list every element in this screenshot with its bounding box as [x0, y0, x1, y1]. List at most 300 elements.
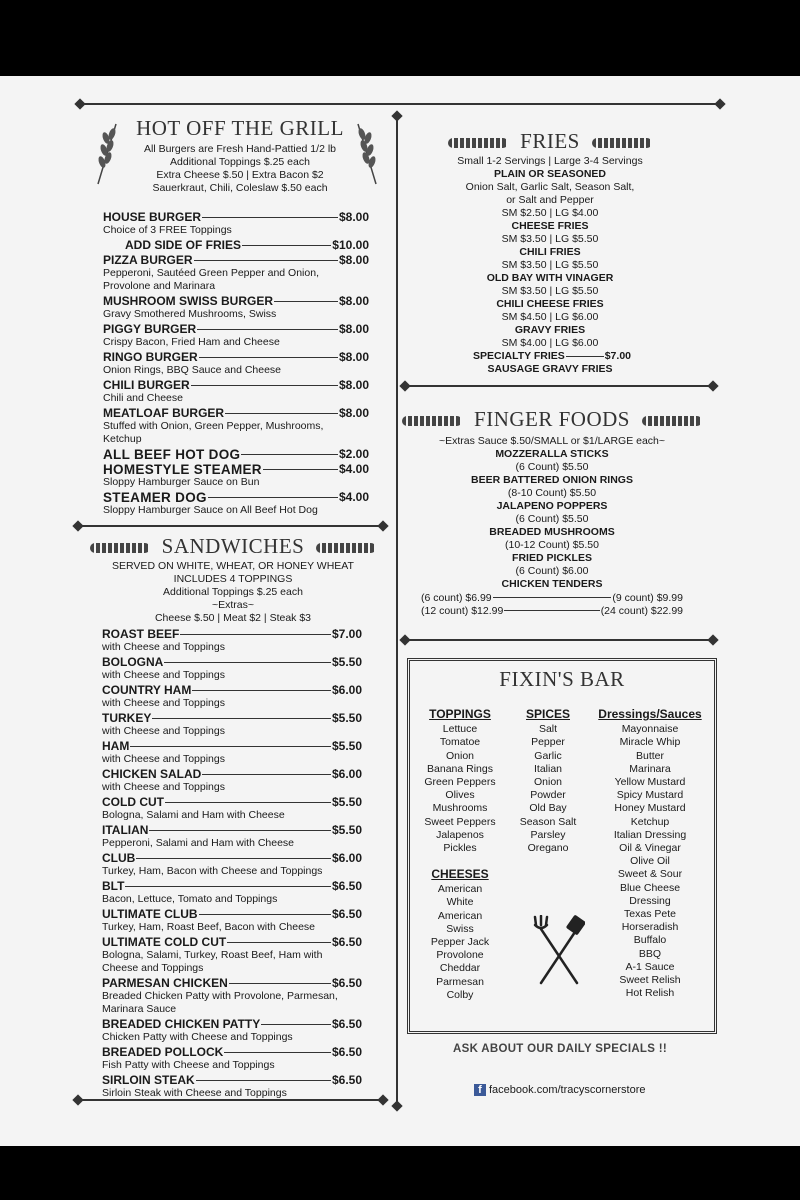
menu-item-name: TURKEY [102, 711, 152, 725]
menu-item-line [103, 447, 369, 461]
price-leader [274, 301, 338, 302]
facebook-url: facebook.com/tracyscornerstore [489, 1084, 646, 1096]
menu-item-description: Choice of 3 FREE Toppings [103, 224, 232, 236]
toppings-item: Tomatoe [439, 736, 481, 749]
specialty-fries-price: $7.00 [604, 350, 631, 362]
menu-item-line [102, 879, 362, 893]
menu-item-line [102, 851, 362, 865]
finger-food-line: (8-10 Count) $5.50 [507, 487, 597, 499]
price-leader [192, 690, 331, 691]
menu-item-name: BREADED POLLOCK [102, 1045, 224, 1059]
menu-item-price: $8.00 [338, 210, 369, 224]
spices-item: Powder [530, 789, 566, 802]
sandwich-menu-item [102, 655, 362, 682]
sandwich-menu-item [102, 711, 362, 738]
menu-item-line [103, 294, 369, 308]
fries-line: SM $3.50 | LG $5.50 [501, 233, 599, 245]
dressings-item: Italian Dressing [613, 828, 687, 841]
grill-menu-item [103, 253, 369, 293]
sandwiches-heading [80, 534, 386, 559]
menu-item-description: with Cheese and Toppings [102, 781, 225, 793]
grill-intro-line: Extra Cheese $.50 | Extra Bacon $2 [156, 169, 324, 181]
menu-item-price: $5.50 [331, 711, 362, 725]
toppings-item: Pickles [443, 842, 477, 855]
price-leader [504, 610, 599, 611]
menu-item-description: Ketchup [103, 433, 142, 445]
sandwiches-intro-line: SERVED ON WHITE, WHEAT, OR HONEY WHEAT [112, 560, 354, 572]
sandwich-menu-item [102, 795, 362, 822]
menu-item-name: ULTIMATE COLD CUT [102, 935, 227, 949]
grill-intro-line: All Burgers are Fresh Hand-Pattied 1/2 lb [143, 143, 336, 155]
menu-item-price: $8.00 [338, 322, 369, 336]
menu-item-price: $6.50 [331, 879, 362, 893]
price-leader [130, 746, 331, 747]
price-leader [194, 260, 338, 261]
sandwiches-title: SANDWICHES [161, 534, 305, 558]
sandwich-menu-item [102, 976, 362, 1016]
sandwich-menu-item [102, 935, 362, 975]
menu-item-price: $6.00 [331, 851, 362, 865]
grill-intro-line: Additional Toppings $.25 each [170, 156, 310, 168]
price-leader [197, 329, 338, 330]
menu-item-price: $8.00 [338, 378, 369, 392]
menu-item-line [103, 210, 369, 224]
finger-food-line: (6 Count) $6.00 [515, 565, 589, 577]
tenders-left-price: (6 count) $6.99 [421, 591, 492, 604]
menu-item-line [102, 627, 362, 641]
dressings-item: Dressing [629, 894, 671, 907]
menu-item-name: COLD CUT [102, 795, 164, 809]
menu-item-description: with Cheese and Toppings [102, 697, 225, 709]
dressings-item: Ketchup [630, 815, 670, 828]
price-leader [225, 413, 338, 414]
price-leader [149, 830, 331, 831]
menu-item-description: with Cheese and Toppings [102, 641, 225, 653]
fries-line: SM $3.50 | LG $5.50 [501, 285, 599, 297]
tenders-right-price: (9 count) $9.99 [612, 591, 683, 604]
right-divider-2 [405, 639, 713, 641]
menu-item-name: ALL BEEF HOT DOG [103, 446, 241, 462]
price-leader [493, 597, 612, 598]
tenders-price-row [421, 604, 683, 617]
menu-item-description: with Cheese and Toppings [102, 669, 225, 681]
menu-item-description: Bacon, Lettuce, Tomato and Toppings [102, 893, 278, 905]
sausage-gravy-fries: SAUSAGE GRAVY FRIES [487, 363, 613, 375]
fries-heading [400, 129, 700, 154]
menu-item-name: PARMESAN CHICKEN [102, 976, 228, 990]
menu-item-price: $4.00 [338, 462, 369, 476]
cheeses-column [416, 868, 504, 1002]
dressings-item: Horseradish [621, 921, 679, 934]
fries-list [400, 155, 700, 350]
dressings-item: Hot Relish [625, 987, 675, 1000]
cheeses-item: Provolone [436, 949, 484, 962]
chicken-tenders-prices [421, 591, 683, 617]
fries-line: or Salt and Pepper [506, 194, 594, 206]
dressings-item: Miracle Whip [619, 736, 681, 749]
menu-item-line [103, 253, 369, 267]
finger-food-line: CHICKEN TENDERS [501, 578, 603, 590]
spices-heading: SPICES [525, 707, 570, 721]
price-leader [164, 662, 331, 663]
menu-item-description: Stuffed with Onion, Green Pepper, Mushrooms, [103, 420, 324, 432]
fries-line: SM $2.50 | LG $4.00 [501, 207, 599, 219]
menu-item-name: CHILI BURGER [103, 378, 190, 392]
price-leader [241, 454, 338, 455]
toppings-item: Lettuce [442, 723, 478, 736]
grill-menu-item [103, 238, 369, 252]
left-mid-divider [78, 525, 383, 527]
menu-item-description: Sirloin Steak with Cheese and Toppings [102, 1087, 287, 1099]
sandwiches-intro-line: INCLUDES 4 TOPPINGS [173, 573, 293, 585]
sandwich-menu-item [102, 1073, 362, 1100]
cheeses-heading: CHEESES [431, 867, 489, 881]
menu-item-line [102, 767, 362, 781]
finger-food-line: JALAPENO POPPERS [496, 500, 608, 512]
dressings-heading: Dressings/Sauces [598, 707, 702, 721]
menu-item-line [102, 1045, 362, 1059]
sandwiches-intro-line: Additional Toppings $.25 each [163, 586, 303, 598]
dressings-column [590, 708, 710, 1000]
menu-item-price: $4.00 [338, 490, 369, 504]
facebook-link[interactable] [474, 1084, 646, 1096]
menu-item-price: $8.00 [338, 350, 369, 364]
price-leader [199, 914, 331, 915]
toppings-item: Onion [445, 749, 475, 762]
toppings-column [416, 708, 504, 855]
menu-item-name: SIRLOIN STEAK [102, 1073, 195, 1087]
fries-line: SM $3.50 | LG $5.50 [501, 259, 599, 271]
menu-item-name: CLUB [102, 851, 136, 865]
spices-item: Parsley [530, 828, 566, 841]
sandwich-menu-item [102, 907, 362, 934]
menu-item-line [102, 935, 362, 949]
menu-item-description: Turkey, Ham, Roast Beef, Bacon with Cheese [102, 921, 316, 933]
chain-left-icon [90, 543, 150, 553]
fries-line: Onion Salt, Garlic Salt, Season Salt, [465, 181, 635, 193]
price-leader [199, 357, 338, 358]
menu-item-name: MUSHROOM SWISS BURGER [103, 294, 274, 308]
finger-heading [400, 407, 704, 432]
sandwich-menu-item [102, 823, 362, 850]
toppings-item: Sweet Peppers [424, 815, 496, 828]
finger-food-line: ~Extras Sauce $.50/SMALL or $1/LARGE each~ [438, 435, 666, 447]
right-divider-1 [405, 385, 713, 387]
dressings-item: A-1 Sauce [625, 960, 675, 973]
finger-foods-list [400, 435, 704, 591]
menu-item-line [103, 350, 369, 364]
fries-line: PLAIN OR SEASONED [493, 168, 606, 180]
menu-item-name: ADD SIDE OF FRIES [125, 238, 242, 252]
menu-item-description: Cheese and Toppings [102, 962, 204, 974]
menu-item-price: $5.50 [331, 739, 362, 753]
menu-item-name: CHICKEN SALAD [102, 767, 202, 781]
toppings-heading: TOPPINGS [429, 707, 491, 721]
fries-line: GRAVY FRIES [514, 324, 586, 336]
cheeses-item: Pepper Jack [430, 936, 490, 949]
menu-item-description: Fish Patty with Cheese and Toppings [102, 1059, 275, 1071]
dressings-item: Butter [635, 749, 664, 762]
spices-item: Onion [533, 776, 563, 789]
menu-item-line [103, 406, 369, 420]
sandwich-menu-item [102, 879, 362, 906]
menu-item-description: Bologna, Salami, Turkey, Roast Beef, Ham with [102, 949, 323, 961]
fixins-bar-box [407, 658, 717, 1034]
grill-intro [110, 143, 370, 195]
grill-menu-item [103, 322, 369, 349]
menu-item-line [102, 907, 362, 921]
menu-item-description: Onion Rings, BBQ Sauce and Cheese [103, 364, 282, 376]
sandwich-menu-item [102, 767, 362, 794]
spices-item: Season Salt [519, 815, 577, 828]
menu-item-price: $7.00 [331, 627, 362, 641]
menu-item-line [102, 795, 362, 809]
grill-menu-item [103, 210, 369, 237]
spices-column [508, 708, 588, 855]
menu-item-description: Chicken Patty with Cheese and Toppings [102, 1031, 293, 1043]
sandwich-menu-item [102, 851, 362, 878]
spices-item: Old Bay [529, 802, 567, 815]
dressings-item: Yellow Mustard [614, 776, 686, 789]
menu-item-description: Chili and Cheese [103, 392, 183, 404]
price-leader [191, 385, 338, 386]
sandwiches-intro [80, 560, 386, 625]
price-leader [202, 217, 338, 218]
column-divider [396, 116, 398, 1106]
menu-item-name: STEAMER DOG [103, 489, 207, 505]
menu-item-price: $5.50 [331, 795, 362, 809]
facebook-icon: f [474, 1084, 486, 1096]
menu-item-price: $2.00 [338, 447, 369, 461]
tenders-right-price: (24 count) $22.99 [600, 604, 683, 617]
menu-item-description: Provolone and Marinara [103, 280, 216, 292]
menu-item-description: Turkey, Ham, Bacon with Cheese and Toppings [102, 865, 323, 877]
fries-line: Small 1-2 Servings | Large 3-4 Servings [457, 155, 643, 167]
menu-item-price: $6.00 [331, 683, 362, 697]
menu-item-price: $8.00 [338, 294, 369, 308]
grill-menu-item [103, 462, 369, 489]
price-leader [261, 1024, 331, 1025]
finger-food-line: (6 Count) $5.50 [515, 461, 589, 473]
grill-menu-item [103, 447, 369, 461]
menu-item-price: $6.50 [331, 1045, 362, 1059]
dressings-item: Buffalo [633, 934, 667, 947]
grill-menu-item [103, 378, 369, 405]
spices-item: Pepper [531, 736, 565, 749]
price-leader [229, 983, 331, 984]
menu-item-line [103, 378, 369, 392]
grill-menu-item [103, 490, 369, 517]
menu-item-line [103, 322, 369, 336]
menu-item-description: Breaded Chicken Patty with Provolone, Parmesan, [102, 990, 338, 1002]
menu-item-name: HOUSE BURGER [103, 210, 202, 224]
fries-title: FRIES [520, 129, 580, 153]
menu-item-line [102, 683, 362, 697]
menu-item-line [102, 1017, 362, 1031]
menu-item-line [102, 655, 362, 669]
menu-item-price: $10.00 [332, 238, 369, 252]
menu-item-line [102, 711, 362, 725]
finger-food-line: BREADED MUSHROOMS [489, 526, 615, 538]
menu-item-price: $6.50 [331, 907, 362, 921]
fixins-title: FIXIN'S BAR [499, 667, 625, 691]
menu-item-line [103, 462, 369, 476]
sandwich-menu-item [102, 627, 362, 654]
menu-item-name: ROAST BEEF [102, 627, 180, 641]
finger-food-line: BEER BATTERED ONION RINGS [471, 474, 633, 486]
sandwich-menu-item [102, 739, 362, 766]
dressings-item: Olive Oil [630, 855, 670, 868]
toppings-item: Olives [445, 789, 475, 802]
grill-menu-item [103, 406, 369, 446]
menu-item-description: with Cheese and Toppings [102, 725, 225, 737]
toppings-item: Jalapenos [436, 828, 484, 841]
menu-item-price: $6.50 [331, 976, 362, 990]
menu-item-name: COUNTRY HAM [102, 683, 192, 697]
menu-item-description: Marinara Sauce [102, 1003, 177, 1015]
specialty-fries-row [473, 349, 631, 363]
price-leader [125, 886, 331, 887]
cheeses-item: Colby [446, 988, 474, 1001]
cheeses-item: Swiss [446, 922, 474, 935]
daily-specials-note: ASK ABOUT OUR DAILY SPECIALS !! [453, 1043, 667, 1055]
tenders-left-price: (12 count) $12.99 [421, 604, 504, 617]
cheeses-item: American [437, 909, 483, 922]
menu-item-name: MEATLOAF BURGER [103, 406, 225, 420]
menu-item-description: Crispy Bacon, Fried Ham and Cheese [103, 336, 280, 348]
cheeses-item: White [446, 896, 474, 909]
sandwich-menu-item [102, 683, 362, 710]
menu-item-line [102, 1073, 362, 1087]
price-leader [224, 1052, 331, 1053]
sandwich-menu-item [102, 1045, 362, 1072]
menu-item-name: HAM [102, 739, 130, 753]
price-leader [242, 245, 331, 246]
menu-item-description: Gravy Smothered Mushrooms, Swiss [103, 308, 277, 320]
dressings-item: BBQ [638, 947, 662, 960]
grill-menu-item [103, 350, 369, 377]
menu-item-price: $6.00 [331, 767, 362, 781]
price-leader [202, 774, 331, 775]
price-leader [180, 634, 331, 635]
dressings-item: Spicy Mustard [616, 789, 684, 802]
finger-food-line: (10-12 Count) $5.50 [505, 539, 599, 551]
toppings-item: Banana Rings [427, 762, 493, 775]
dressings-item: Sweet & Sour [617, 868, 683, 881]
menu-item-name: ITALIAN [102, 823, 149, 837]
menu-page [0, 76, 800, 1146]
fries-line: CHEESE FRIES [511, 220, 589, 232]
sandwich-menu-item [102, 1017, 362, 1044]
grill-menu-item [103, 294, 369, 321]
grill-title: HOT OFF THE GRILL [136, 116, 344, 140]
chain-left-icon [402, 416, 462, 426]
price-leader [227, 942, 331, 943]
menu-item-description: Pepperoni, Sautéed Green Pepper and Onion, [103, 267, 319, 279]
price-leader [152, 718, 331, 719]
price-leader [208, 497, 338, 498]
fries-line: CHILI CHEESE FRIES [496, 298, 604, 310]
menu-item-name: BLT [102, 879, 125, 893]
menu-item-description: Sloppy Hamburger Sauce on Bun [103, 476, 260, 488]
spices-item: Garlic [534, 749, 562, 762]
grill-intro-line: Sauerkraut, Chili, Coleslaw $.50 each [152, 182, 328, 194]
menu-item-price: $6.50 [331, 1017, 362, 1031]
menu-item-line [102, 823, 362, 837]
menu-item-line [102, 976, 362, 990]
menu-item-price: $5.50 [331, 823, 362, 837]
grill-utensils-icon [533, 915, 585, 987]
finger-food-line: FRIED PICKLES [512, 552, 592, 564]
cheeses-item: Parmesan [436, 975, 484, 988]
menu-item-price: $5.50 [331, 655, 362, 669]
price-leader [136, 858, 331, 859]
fries-line: SM $4.50 | LG $6.00 [501, 311, 599, 323]
dressings-item: Honey Mustard [614, 802, 686, 815]
menu-item-description: Pepperoni, Salami and Ham with Cheese [102, 837, 295, 849]
dressings-item: Oil & Vinegar [619, 842, 681, 855]
finger-title: FINGER FOODS [474, 407, 630, 431]
chain-right-icon [592, 138, 652, 148]
menu-item-line [103, 238, 369, 252]
menu-item-price: $6.50 [331, 1073, 362, 1087]
spices-item: Italian [533, 762, 563, 775]
dressings-item: Mayonnaise [621, 723, 679, 736]
top-divider [80, 103, 720, 105]
menu-item-name: PIZZA BURGER [103, 253, 193, 267]
specialty-fries-name: SPECIALTY FRIES [473, 350, 565, 362]
menu-item-price: $8.00 [338, 406, 369, 420]
menu-item-line [102, 739, 362, 753]
menu-item-description: with Cheese and Toppings [102, 753, 225, 765]
price-leader [165, 802, 331, 803]
grill-items [103, 210, 369, 518]
chain-left-icon [448, 138, 508, 148]
menu-item-name: ULTIMATE CLUB [102, 907, 198, 921]
menu-item-name: HOMESTYLE STEAMER [103, 461, 262, 477]
toppings-item: Mushrooms [432, 802, 488, 815]
dressings-item: Blue Cheese [619, 881, 681, 894]
menu-item-name: BREADED CHICKEN PATTY [102, 1017, 261, 1031]
toppings-item: Green Peppers [424, 776, 496, 789]
menu-item-name: RINGO BURGER [103, 350, 198, 364]
menu-item-price: $6.50 [331, 935, 362, 949]
price-leader [263, 469, 338, 470]
chain-right-icon [316, 543, 376, 553]
menu-item-name: PIGGY BURGER [103, 322, 197, 336]
fries-line: SM $4.00 | LG $6.00 [501, 337, 599, 349]
sandwiches-intro-line: ~Extras~ [211, 599, 255, 611]
menu-item-line [103, 490, 369, 504]
dressings-item: Sweet Relish [619, 974, 681, 987]
menu-item-description: Bologna, Salami and Ham with Cheese [102, 809, 285, 821]
menu-item-name: BOLOGNA [102, 655, 164, 669]
dressings-item: Marinara [629, 762, 671, 775]
menu-item-price: $8.00 [338, 253, 369, 267]
menu-item-description: Sloppy Hamburger Sauce on All Beef Hot Dog [103, 504, 318, 516]
sandwiches-intro-line: Cheese $.50 | Meat $2 | Steak $3 [154, 612, 312, 624]
finger-food-line: MOZZERALLA STICKS [495, 448, 609, 460]
spices-item: Salt [538, 723, 558, 736]
price-leader [196, 1080, 331, 1081]
fries-line: CHILI FRIES [519, 246, 581, 258]
spices-item: Oregano [527, 842, 569, 855]
bottom-left-divider [78, 1099, 383, 1101]
tenders-price-row [421, 591, 683, 604]
finger-food-line: (6 Count) $5.50 [515, 513, 589, 525]
cheeses-item: Cheddar [439, 962, 481, 975]
sandwiches-items [102, 627, 362, 1101]
